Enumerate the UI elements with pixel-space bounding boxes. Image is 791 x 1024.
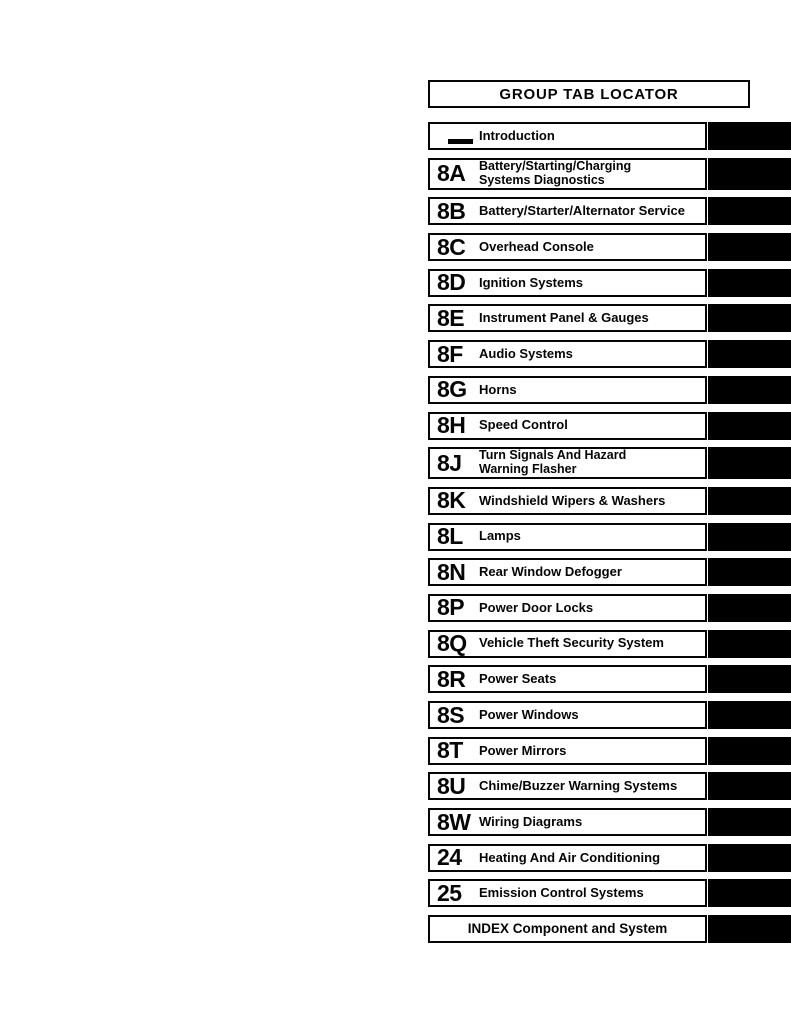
group-code: 24: [437, 844, 462, 871]
group-tab-marker: [708, 269, 791, 297]
group-row-box: [428, 447, 707, 479]
group-row-box: [428, 523, 707, 551]
group-row-box: [428, 197, 707, 225]
group-code: 8N: [437, 558, 466, 585]
group-row: [428, 665, 791, 693]
group-row: [428, 158, 791, 190]
group-label: [479, 129, 559, 143]
group-label-line1: Lamps: [479, 528, 521, 544]
group-label-line1: Vehicle Theft Security System: [479, 635, 664, 651]
group-label-line1: Power Mirrors: [479, 742, 567, 758]
group-label-line1: Battery/Starter/Alternator Service: [479, 203, 685, 219]
group-row: [428, 197, 791, 225]
group-row: [428, 558, 791, 586]
dash-mark: [448, 139, 473, 144]
group-label: [479, 494, 669, 508]
group-label: [479, 276, 587, 290]
group-row: [428, 447, 791, 479]
group-code: 8B: [437, 197, 466, 224]
group-row-box: [428, 412, 707, 440]
group-label: [479, 601, 597, 615]
group-row: [428, 630, 791, 658]
group-tab-marker: [708, 737, 791, 765]
group-label-line1: Instrument Panel & Gauges: [479, 310, 649, 326]
group-row: [428, 487, 791, 515]
group-row-box: [428, 808, 707, 836]
group-code: [430, 125, 479, 148]
group-row: [428, 772, 791, 800]
group-row-box: [428, 304, 707, 332]
group-row: [428, 523, 791, 551]
group-tab-marker: [708, 158, 791, 190]
group-code: 8K: [437, 487, 466, 514]
group-tab-marker: [708, 447, 791, 479]
group-row-box: [428, 879, 707, 907]
group-row: [428, 594, 791, 622]
group-code: 8P: [437, 594, 465, 621]
group-label-line1: Heating And Air Conditioning: [479, 849, 661, 865]
group-row-box: [428, 122, 707, 150]
group-label: [479, 383, 521, 397]
group-row: [428, 844, 791, 872]
group-label-line1: Ignition Systems: [479, 274, 584, 290]
group-label-line1: Rear Window Defogger: [479, 564, 622, 580]
group-label-line1: Overhead Console: [479, 238, 594, 254]
group-row: [428, 701, 791, 729]
group-tab-marker: [708, 808, 791, 836]
group-tab-marker: [708, 197, 791, 225]
group-row: [428, 737, 791, 765]
group-row-box: [428, 594, 707, 622]
group-label-line1: Introduction: [479, 127, 555, 143]
group-tab-marker: [708, 772, 791, 800]
group-label-line1: Chime/Buzzer Warning Systems: [479, 778, 678, 794]
group-tab-marker: [708, 487, 791, 515]
group-tab-marker: [708, 701, 791, 729]
group-label: [479, 311, 653, 325]
group-code: 8Q: [437, 630, 467, 657]
group-row-box: [428, 340, 707, 368]
group-row-box: [428, 269, 707, 297]
group-tab-list: [428, 122, 791, 943]
group-label: [479, 204, 689, 218]
group-code: 8T: [437, 737, 463, 764]
group-tab-marker: [708, 630, 791, 658]
group-tab-locator-title-box: [428, 80, 750, 108]
group-label: [468, 922, 668, 937]
group-row-box: [428, 233, 707, 261]
group-tab-marker: [708, 523, 791, 551]
group-label: [479, 418, 572, 432]
group-row-box: [428, 665, 707, 693]
group-label: [479, 708, 583, 722]
group-tab-marker: [708, 376, 791, 404]
group-code: 8A: [437, 160, 466, 187]
group-label-line1: Audio Systems: [479, 345, 573, 361]
group-code: 8J: [437, 449, 462, 476]
group-row-box: [428, 701, 707, 729]
group-row-box: [428, 376, 707, 404]
group-code: 8H: [437, 412, 466, 438]
group-row-box: [428, 772, 707, 800]
group-code: 8R: [437, 665, 466, 692]
group-code: 8G: [437, 376, 467, 403]
group-label-line1: Power Windows: [479, 706, 579, 722]
group-label: [479, 815, 586, 829]
group-code: 8L: [437, 523, 463, 550]
group-label: [479, 160, 635, 188]
group-code: 8W: [437, 808, 471, 835]
group-row: [428, 879, 791, 907]
group-code: 8C: [437, 233, 466, 260]
group-row-box: [428, 915, 707, 943]
group-tab-marker: [708, 122, 791, 150]
group-row-box: [428, 630, 707, 658]
group-label: [479, 851, 664, 865]
group-tab-marker: [708, 844, 791, 872]
group-code: 8F: [437, 340, 463, 367]
group-label: [479, 744, 570, 758]
group-tab-marker: [708, 340, 791, 368]
group-label-line2: Warning Flasher: [479, 462, 577, 477]
group-row: [428, 304, 791, 332]
group-code: 8D: [437, 269, 466, 296]
group-row-box: [428, 844, 707, 872]
group-label: [479, 449, 630, 477]
group-tab-marker: [708, 558, 791, 586]
group-label: [479, 636, 668, 650]
group-code: 8S: [437, 701, 465, 728]
group-row-box: [428, 558, 707, 586]
page-title: GROUP TAB LOCATOR: [499, 85, 679, 103]
group-code: 8U: [437, 772, 466, 799]
group-tab-marker: [708, 665, 791, 693]
group-code: 8E: [437, 304, 465, 331]
group-tab-marker: [708, 304, 791, 332]
group-row: [428, 340, 791, 368]
group-row: [428, 269, 791, 297]
group-label: [479, 565, 626, 579]
group-label: [479, 672, 560, 686]
group-row-box: [428, 737, 707, 765]
group-label: [479, 886, 648, 900]
group-label-line1: Wiring Diagrams: [479, 813, 583, 829]
group-label-line2: Systems Diagnostics: [479, 172, 605, 187]
group-row: [428, 233, 791, 261]
group-tab-marker: [708, 915, 791, 943]
group-row: [428, 376, 791, 404]
group-label-line1: Power Seats: [479, 671, 557, 687]
group-code: 25: [437, 879, 462, 906]
group-tab-marker: [708, 412, 791, 440]
group-row: [428, 915, 791, 943]
group-row: [428, 808, 791, 836]
group-label-line1: INDEX Component and System: [467, 920, 668, 936]
group-tab-marker: [708, 233, 791, 261]
group-label: [479, 240, 598, 254]
group-row-box: [428, 158, 707, 190]
group-row: [428, 122, 791, 150]
group-label-line1: Horns: [479, 381, 517, 397]
group-label-line1: Power Door Locks: [479, 599, 594, 615]
group-label-line1: Turn Signals And Hazard: [479, 448, 627, 463]
group-label: [479, 779, 681, 793]
group-row: [428, 412, 791, 440]
group-label-line1: Battery/Starting/Charging: [479, 158, 632, 173]
group-label: [479, 529, 525, 543]
group-tab-marker: [708, 879, 791, 907]
group-label: [479, 347, 577, 361]
group-label-line1: Windshield Wipers & Washers: [479, 492, 666, 508]
group-tab-marker: [708, 594, 791, 622]
group-label-line1: Speed Control: [479, 417, 568, 433]
group-label-line1: Emission Control Systems: [479, 885, 644, 901]
group-row-box: [428, 487, 707, 515]
